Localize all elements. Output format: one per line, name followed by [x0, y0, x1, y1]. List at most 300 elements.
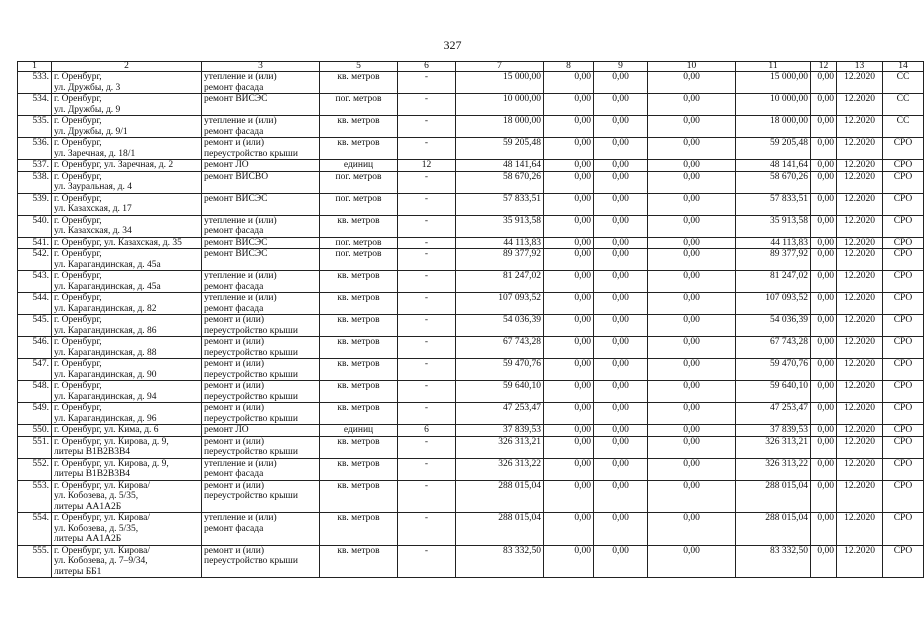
unit-cell: кв. метров [320, 337, 398, 359]
table-row [18, 160, 924, 172]
column-header: 7 [456, 62, 544, 72]
cost-total-cell: 48 141,64 [456, 160, 544, 172]
fund-method-cell: СРО [883, 458, 924, 480]
quantity-cell: - [398, 116, 456, 138]
page-number: 327 [443, 38, 462, 52]
work-type-cell: ремонт ЛО [202, 425, 320, 437]
quantity-cell: - [398, 72, 456, 94]
unit-cell: кв. метров [320, 403, 398, 425]
cost-federal-cell: 0,00 [544, 72, 594, 94]
address-cell: г. Оренбург, ул. Казахская, д. 17 [52, 193, 202, 215]
address-cell: г. Оренбург, ул. Дружбы, д. 9 [52, 94, 202, 116]
unit-cell: кв. метров [320, 513, 398, 546]
quantity-cell: - [398, 249, 456, 271]
fund-method-cell: СРО [883, 403, 924, 425]
fund-method-cell: СРО [883, 249, 924, 271]
table-row [18, 381, 924, 403]
work-type-cell: ремонт ВИСВО [202, 171, 320, 193]
column-header: 14 [883, 62, 924, 72]
fund-method-cell: СРО [883, 381, 924, 403]
specific-cost-cell: 0,00 [811, 480, 837, 513]
column-header: 1 [18, 62, 52, 72]
column-number-row [18, 62, 924, 72]
deadline-cell: 12.2020 [837, 545, 883, 578]
work-type-cell: ремонт ЛО [202, 160, 320, 172]
cost-total-cell: 37 839,53 [456, 425, 544, 437]
cost-local-cell: 0,00 [648, 72, 736, 94]
address-cell: г. Оренбург, ул. Зауральная, д. 4 [52, 171, 202, 193]
specific-cost-cell: 0,00 [811, 293, 837, 315]
row-number: 545. [18, 315, 52, 337]
unit-cell: единиц [320, 425, 398, 437]
unit-cell: кв. метров [320, 315, 398, 337]
work-type-cell: утепление и (или) ремонт фасада [202, 458, 320, 480]
specific-cost-cell: 0,00 [811, 193, 837, 215]
deadline-cell: 12.2020 [837, 458, 883, 480]
fund-method-cell: СРО [883, 271, 924, 293]
cost-regional-cell: 0,00 [594, 458, 648, 480]
unit-cell: пог. метров [320, 171, 398, 193]
cost-total-cell: 47 253,47 [456, 403, 544, 425]
work-type-cell: ремонт и (или) переустройство крыши [202, 436, 320, 458]
column-header: 2 [52, 62, 202, 72]
cost-local-cell: 0,00 [648, 480, 736, 513]
row-number: 548. [18, 381, 52, 403]
specific-cost-cell: 0,00 [811, 337, 837, 359]
cost-local-cell: 0,00 [648, 545, 736, 578]
fund-method-cell: СРО [883, 193, 924, 215]
cost-regional-cell: 0,00 [594, 315, 648, 337]
cost-federal-cell: 0,00 [544, 381, 594, 403]
cost-total-cell: 54 036,39 [456, 315, 544, 337]
deadline-cell: 12.2020 [837, 138, 883, 160]
unit-cell: кв. метров [320, 381, 398, 403]
specific-cost-cell: 0,00 [811, 315, 837, 337]
cost-owners-cell: 81 247,02 [736, 271, 811, 293]
cost-owners-cell: 57 833,51 [736, 193, 811, 215]
specific-cost-cell: 0,00 [811, 138, 837, 160]
address-cell: г. Оренбург, ул. Карагандинская, д. 94 [52, 381, 202, 403]
specific-cost-cell: 0,00 [811, 545, 837, 578]
address-cell: г. Оренбург, ул. Дружбы, д. 3 [52, 72, 202, 94]
table-row [18, 171, 924, 193]
cost-owners-cell: 83 332,50 [736, 545, 811, 578]
table-row [18, 271, 924, 293]
fund-method-cell: СРО [883, 215, 924, 237]
work-type-cell: ремонт ВИСЭС [202, 94, 320, 116]
unit-cell: кв. метров [320, 359, 398, 381]
cost-owners-cell: 44 113,83 [736, 237, 811, 249]
cost-local-cell: 0,00 [648, 237, 736, 249]
cost-total-cell: 326 313,21 [456, 436, 544, 458]
deadline-cell: 12.2020 [837, 94, 883, 116]
row-number: 555. [18, 545, 52, 578]
cost-regional-cell: 0,00 [594, 271, 648, 293]
cost-regional-cell: 0,00 [594, 293, 648, 315]
unit-cell: кв. метров [320, 138, 398, 160]
specific-cost-cell: 0,00 [811, 94, 837, 116]
deadline-cell: 12.2020 [837, 513, 883, 546]
table-row [18, 215, 924, 237]
cost-regional-cell: 0,00 [594, 545, 648, 578]
cost-owners-cell: 58 670,26 [736, 171, 811, 193]
specific-cost-cell: 0,00 [811, 458, 837, 480]
specific-cost-cell: 0,00 [811, 160, 837, 172]
table-row [18, 403, 924, 425]
table-row [18, 193, 924, 215]
cost-total-cell: 288 015,04 [456, 480, 544, 513]
row-number: 535. [18, 116, 52, 138]
specific-cost-cell: 0,00 [811, 359, 837, 381]
cost-total-cell: 18 000,00 [456, 116, 544, 138]
cost-owners-cell: 326 313,22 [736, 458, 811, 480]
quantity-cell: - [398, 293, 456, 315]
cost-local-cell: 0,00 [648, 293, 736, 315]
unit-cell: кв. метров [320, 436, 398, 458]
repair-schedule-table [17, 61, 924, 578]
work-type-cell: ремонт и (или) переустройство крыши [202, 359, 320, 381]
cost-local-cell: 0,00 [648, 403, 736, 425]
deadline-cell: 12.2020 [837, 171, 883, 193]
cost-federal-cell: 0,00 [544, 171, 594, 193]
cost-regional-cell: 0,00 [594, 160, 648, 172]
cost-federal-cell: 0,00 [544, 513, 594, 546]
unit-cell: пог. метров [320, 237, 398, 249]
work-type-cell: ремонт и (или) переустройство крыши [202, 403, 320, 425]
table-row [18, 480, 924, 513]
cost-federal-cell: 0,00 [544, 436, 594, 458]
address-cell: г. Оренбург, ул. Кирова/ ул. Кобозева, д. 5/35, литеры АА1А2Б [52, 513, 202, 546]
deadline-cell: 12.2020 [837, 359, 883, 381]
row-number: 544. [18, 293, 52, 315]
unit-cell: единиц [320, 160, 398, 172]
cost-local-cell: 0,00 [648, 425, 736, 437]
address-cell: г. Оренбург, ул. Кирова/ ул. Кобозева, д. 5/35, литеры АА1А2Б [52, 480, 202, 513]
table-body [18, 72, 924, 578]
quantity-cell: - [398, 271, 456, 293]
cost-federal-cell: 0,00 [544, 293, 594, 315]
address-cell: г. Оренбург, ул. Кирова/ ул. Кобозева, д. 7–9/34, литеры ББ1 [52, 545, 202, 578]
cost-local-cell: 0,00 [648, 271, 736, 293]
cost-owners-cell: 67 743,28 [736, 337, 811, 359]
deadline-cell: 12.2020 [837, 315, 883, 337]
cost-owners-cell: 15 000,00 [736, 72, 811, 94]
cost-regional-cell: 0,00 [594, 249, 648, 271]
row-number: 550. [18, 425, 52, 437]
quantity-cell: - [398, 337, 456, 359]
cost-regional-cell: 0,00 [594, 94, 648, 116]
specific-cost-cell: 0,00 [811, 271, 837, 293]
cost-owners-cell: 326 313,21 [736, 436, 811, 458]
row-number: 551. [18, 436, 52, 458]
work-type-cell: утепление и (или) ремонт фасада [202, 513, 320, 546]
fund-method-cell: СРО [883, 359, 924, 381]
column-header: 6 [398, 62, 456, 72]
deadline-cell: 12.2020 [837, 480, 883, 513]
cost-regional-cell: 0,00 [594, 436, 648, 458]
work-type-cell: ремонт ВИСЭС [202, 249, 320, 271]
cost-regional-cell: 0,00 [594, 138, 648, 160]
cost-total-cell: 83 332,50 [456, 545, 544, 578]
cost-regional-cell: 0,00 [594, 403, 648, 425]
row-number: 552. [18, 458, 52, 480]
work-type-cell: ремонт и (или) переустройство крыши [202, 138, 320, 160]
quantity-cell: - [398, 215, 456, 237]
row-number: 549. [18, 403, 52, 425]
row-number: 554. [18, 513, 52, 546]
work-type-cell: ремонт и (или) переустройство крыши [202, 337, 320, 359]
table-row [18, 116, 924, 138]
fund-method-cell: СС [883, 116, 924, 138]
address-cell: г. Оренбург, ул. Заречная, д. 2 [52, 160, 202, 172]
cost-total-cell: 44 113,83 [456, 237, 544, 249]
address-cell: г. Оренбург, ул. Карагандинская, д. 86 [52, 315, 202, 337]
work-type-cell: ремонт ВИСЭС [202, 237, 320, 249]
unit-cell: кв. метров [320, 271, 398, 293]
quantity-cell: - [398, 315, 456, 337]
specific-cost-cell: 0,00 [811, 215, 837, 237]
cost-total-cell: 58 670,26 [456, 171, 544, 193]
unit-cell: пог. метров [320, 249, 398, 271]
fund-method-cell: СРО [883, 513, 924, 546]
deadline-cell: 12.2020 [837, 436, 883, 458]
cost-owners-cell: 10 000,00 [736, 94, 811, 116]
fund-method-cell: СРО [883, 425, 924, 437]
cost-federal-cell: 0,00 [544, 116, 594, 138]
table-row [18, 545, 924, 578]
cost-regional-cell: 0,00 [594, 72, 648, 94]
cost-total-cell: 59 640,10 [456, 381, 544, 403]
cost-federal-cell: 0,00 [544, 337, 594, 359]
table-row [18, 72, 924, 94]
row-number: 534. [18, 94, 52, 116]
cost-federal-cell: 0,00 [544, 403, 594, 425]
cost-owners-cell: 288 015,04 [736, 513, 811, 546]
column-header: 3 [202, 62, 320, 72]
deadline-cell: 12.2020 [837, 116, 883, 138]
fund-method-cell: СРО [883, 315, 924, 337]
unit-cell: кв. метров [320, 545, 398, 578]
table-row [18, 458, 924, 480]
quantity-cell: - [398, 480, 456, 513]
cost-federal-cell: 0,00 [544, 480, 594, 513]
unit-cell: кв. метров [320, 480, 398, 513]
cost-local-cell: 0,00 [648, 513, 736, 546]
unit-cell: кв. метров [320, 72, 398, 94]
table-row [18, 436, 924, 458]
column-header: 8 [544, 62, 594, 72]
row-number: 553. [18, 480, 52, 513]
table-row [18, 359, 924, 381]
cost-federal-cell: 0,00 [544, 458, 594, 480]
cost-owners-cell: 18 000,00 [736, 116, 811, 138]
cost-owners-cell: 107 093,52 [736, 293, 811, 315]
column-header: 5 [320, 62, 398, 72]
cost-regional-cell: 0,00 [594, 116, 648, 138]
cost-total-cell: 10 000,00 [456, 94, 544, 116]
cost-regional-cell: 0,00 [594, 171, 648, 193]
cost-total-cell: 67 743,28 [456, 337, 544, 359]
specific-cost-cell: 0,00 [811, 171, 837, 193]
cost-regional-cell: 0,00 [594, 513, 648, 546]
row-number: 538. [18, 171, 52, 193]
cost-regional-cell: 0,00 [594, 237, 648, 249]
row-number: 543. [18, 271, 52, 293]
cost-federal-cell: 0,00 [544, 359, 594, 381]
cost-local-cell: 0,00 [648, 215, 736, 237]
table-row [18, 237, 924, 249]
cost-owners-cell: 35 913,58 [736, 215, 811, 237]
work-type-cell: ремонт и (или) переустройство крыши [202, 545, 320, 578]
fund-method-cell: СРО [883, 171, 924, 193]
specific-cost-cell: 0,00 [811, 425, 837, 437]
cost-local-cell: 0,00 [648, 458, 736, 480]
cost-owners-cell: 59 640,10 [736, 381, 811, 403]
cost-owners-cell: 37 839,53 [736, 425, 811, 437]
work-type-cell: ремонт ВИСЭС [202, 193, 320, 215]
table-row [18, 513, 924, 546]
fund-method-cell: СРО [883, 237, 924, 249]
deadline-cell: 12.2020 [837, 160, 883, 172]
column-header: 11 [736, 62, 811, 72]
cost-local-cell: 0,00 [648, 381, 736, 403]
cost-owners-cell: 47 253,47 [736, 403, 811, 425]
cost-local-cell: 0,00 [648, 160, 736, 172]
row-number: 539. [18, 193, 52, 215]
table-row [18, 138, 924, 160]
cost-regional-cell: 0,00 [594, 337, 648, 359]
cost-total-cell: 15 000,00 [456, 72, 544, 94]
quantity-cell: - [398, 94, 456, 116]
cost-local-cell: 0,00 [648, 116, 736, 138]
cost-federal-cell: 0,00 [544, 94, 594, 116]
cost-total-cell: 57 833,51 [456, 193, 544, 215]
fund-method-cell: СС [883, 72, 924, 94]
quantity-cell: 6 [398, 425, 456, 437]
address-cell: г. Оренбург, ул. Карагандинская, д. 45а [52, 249, 202, 271]
unit-cell: пог. метров [320, 193, 398, 215]
table-row [18, 94, 924, 116]
deadline-cell: 12.2020 [837, 237, 883, 249]
deadline-cell: 12.2020 [837, 215, 883, 237]
work-type-cell: утепление и (или) ремонт фасада [202, 215, 320, 237]
fund-method-cell: СРО [883, 545, 924, 578]
cost-total-cell: 59 205,48 [456, 138, 544, 160]
cost-owners-cell: 288 015,04 [736, 480, 811, 513]
cost-federal-cell: 0,00 [544, 271, 594, 293]
quantity-cell: - [398, 436, 456, 458]
deadline-cell: 12.2020 [837, 381, 883, 403]
deadline-cell: 12.2020 [837, 425, 883, 437]
deadline-cell: 12.2020 [837, 271, 883, 293]
table-row [18, 293, 924, 315]
address-cell: г. Оренбург, ул. Кирова, д. 9, литеры В1В2В3В4 [52, 458, 202, 480]
quantity-cell: - [398, 545, 456, 578]
fund-method-cell: СС [883, 94, 924, 116]
column-header: 10 [648, 62, 736, 72]
address-cell: г. Оренбург, ул. Карагандинская, д. 96 [52, 403, 202, 425]
work-type-cell: ремонт и (или) переустройство крыши [202, 480, 320, 513]
quantity-cell: - [398, 359, 456, 381]
address-cell: г. Оренбург, ул. Казахская, д. 34 [52, 215, 202, 237]
fund-method-cell: СРО [883, 337, 924, 359]
cost-federal-cell: 0,00 [544, 425, 594, 437]
row-number: 537. [18, 160, 52, 172]
cost-total-cell: 81 247,02 [456, 271, 544, 293]
specific-cost-cell: 0,00 [811, 116, 837, 138]
fund-method-cell: СРО [883, 160, 924, 172]
deadline-cell: 12.2020 [837, 72, 883, 94]
cost-local-cell: 0,00 [648, 138, 736, 160]
unit-cell: кв. метров [320, 458, 398, 480]
cost-owners-cell: 59 205,48 [736, 138, 811, 160]
table-row [18, 337, 924, 359]
specific-cost-cell: 0,00 [811, 513, 837, 546]
cost-regional-cell: 0,00 [594, 215, 648, 237]
cost-local-cell: 0,00 [648, 315, 736, 337]
cost-local-cell: 0,00 [648, 436, 736, 458]
fund-method-cell: СРО [883, 293, 924, 315]
table-row [18, 249, 924, 271]
specific-cost-cell: 0,00 [811, 237, 837, 249]
cost-federal-cell: 0,00 [544, 160, 594, 172]
cost-federal-cell: 0,00 [544, 215, 594, 237]
quantity-cell: - [398, 458, 456, 480]
specific-cost-cell: 0,00 [811, 403, 837, 425]
cost-federal-cell: 0,00 [544, 138, 594, 160]
specific-cost-cell: 0,00 [811, 72, 837, 94]
work-type-cell: ремонт и (или) переустройство крыши [202, 315, 320, 337]
cost-owners-cell: 89 377,92 [736, 249, 811, 271]
table-row [18, 425, 924, 437]
deadline-cell: 12.2020 [837, 293, 883, 315]
row-number: 540. [18, 215, 52, 237]
quantity-cell: - [398, 193, 456, 215]
column-header: 13 [837, 62, 883, 72]
cost-regional-cell: 0,00 [594, 193, 648, 215]
deadline-cell: 12.2020 [837, 193, 883, 215]
cost-federal-cell: 0,00 [544, 545, 594, 578]
cost-federal-cell: 0,00 [544, 193, 594, 215]
cost-local-cell: 0,00 [648, 94, 736, 116]
cost-owners-cell: 48 141,64 [736, 160, 811, 172]
cost-total-cell: 35 913,58 [456, 215, 544, 237]
cost-local-cell: 0,00 [648, 337, 736, 359]
cost-local-cell: 0,00 [648, 249, 736, 271]
cost-regional-cell: 0,00 [594, 381, 648, 403]
address-cell: г. Оренбург, ул. Карагандинская, д. 88 [52, 337, 202, 359]
address-cell: г. Оренбург, ул. Кирова, д. 9, литеры В1В2В3В4 [52, 436, 202, 458]
cost-total-cell: 59 470,76 [456, 359, 544, 381]
row-number: 541. [18, 237, 52, 249]
deadline-cell: 12.2020 [837, 249, 883, 271]
quantity-cell: - [398, 171, 456, 193]
row-number: 533. [18, 72, 52, 94]
address-cell: г. Оренбург, ул. Карагандинская, д. 82 [52, 293, 202, 315]
work-type-cell: утепление и (или) ремонт фасада [202, 271, 320, 293]
work-type-cell: утепление и (или) ремонт фасада [202, 293, 320, 315]
unit-cell: кв. метров [320, 215, 398, 237]
row-number: 536. [18, 138, 52, 160]
quantity-cell: - [398, 403, 456, 425]
cost-regional-cell: 0,00 [594, 480, 648, 513]
table-row [18, 315, 924, 337]
work-type-cell: ремонт и (или) переустройство крыши [202, 381, 320, 403]
specific-cost-cell: 0,00 [811, 381, 837, 403]
fund-method-cell: СРО [883, 138, 924, 160]
unit-cell: кв. метров [320, 116, 398, 138]
column-header: 9 [594, 62, 648, 72]
